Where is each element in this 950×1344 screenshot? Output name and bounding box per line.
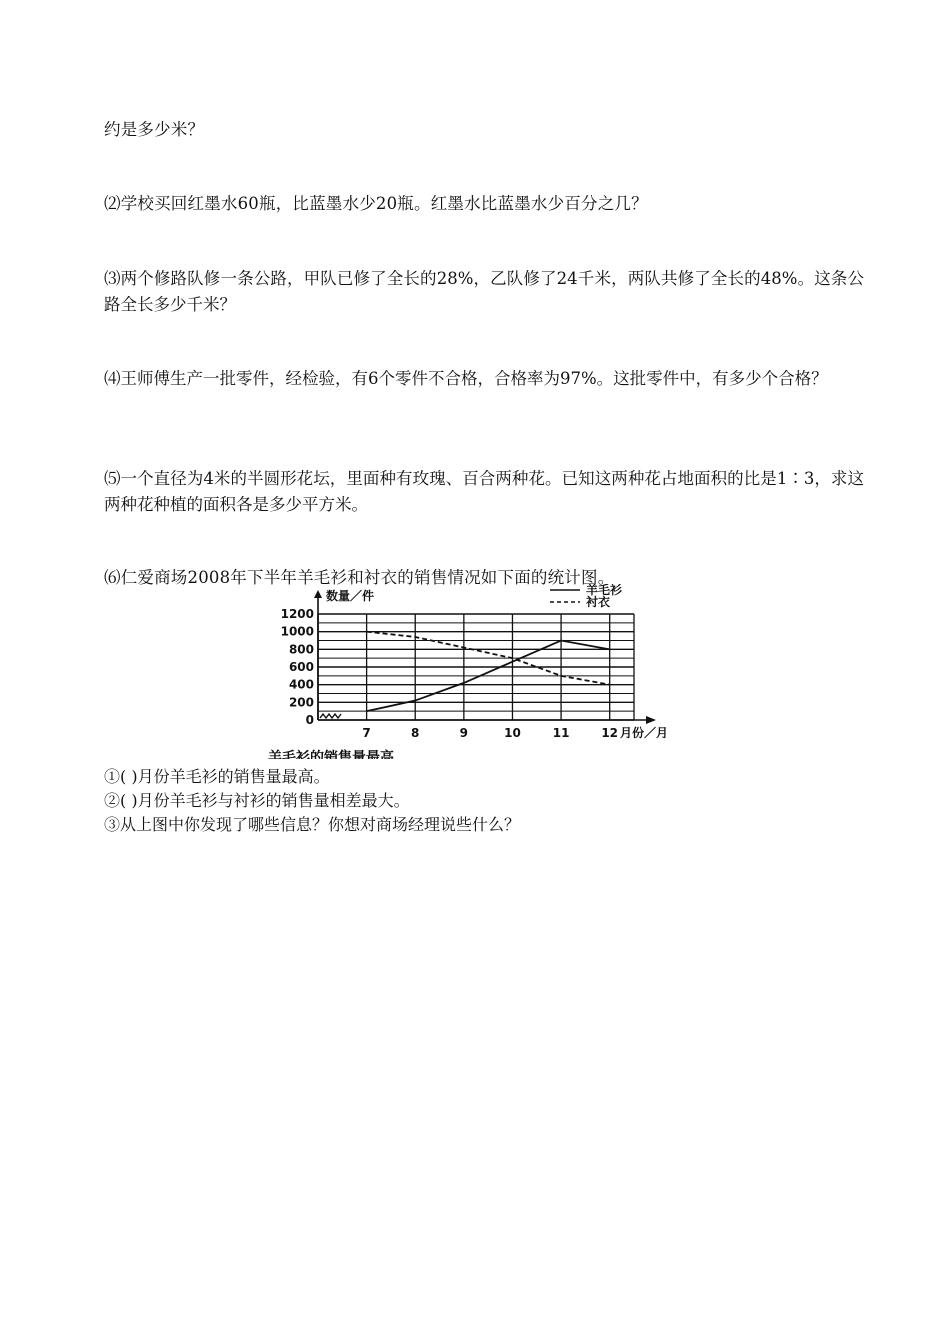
x-tick-labels: [362, 726, 618, 740]
question-1: ①( )月份羊毛衫的销售量最高。: [104, 767, 330, 786]
problem-3: ⑶两个修路队修一条公路，甲队已修了全长的28%，乙队修了24千米，两队共修了全长的48%。这条公路全长多少千米？: [104, 269, 864, 314]
sales-line-chart: [268, 584, 688, 759]
chart-caption-cut: 羊毛衫的销售量最高: [268, 750, 394, 759]
y-tick-label: 400: [288, 677, 314, 692]
x-tick-label: 10: [504, 726, 521, 740]
x-tick-label: 9: [459, 726, 469, 740]
y-axis-label: 数量／件: [326, 589, 375, 603]
x-axis-arrow: [646, 716, 656, 724]
x-tick-label: 11: [552, 726, 570, 740]
x-tick-label: 7: [362, 726, 371, 740]
y-tick-label: 800: [288, 642, 314, 657]
y-tick-label: 600: [288, 660, 314, 674]
problem-5: ⑸一个直径为4米的半圆形花坛，里面种有玫瑰、百合两种花。已知这两种花占地面积的比是1∶3，求这两种花种植的面积各是多少平方米。: [104, 469, 864, 514]
chart-grid: [318, 614, 634, 720]
chart-svg: [268, 584, 688, 759]
x-tick-label: 12: [601, 726, 619, 740]
problem-1-tail: 约是多少米？: [104, 120, 205, 139]
y-tick-label: 1200: [280, 607, 314, 621]
legend-label: 羊毛衫: [586, 584, 623, 597]
y-tick-label: 0: [305, 713, 314, 727]
question-3: ③从上图中你发现了哪些信息？你想对商场经理说些什么？: [104, 815, 521, 834]
series-lines: [367, 632, 610, 712]
chart-axes: [314, 590, 656, 724]
y-tick-labels: [281, 607, 314, 727]
y-tick-label: 200: [288, 695, 314, 710]
y-axis-arrow: [314, 590, 322, 598]
question-2: ②( )月份羊毛衫与衬衫的销售量相差最大。: [104, 791, 410, 810]
legend-label: 衬衣: [586, 595, 611, 609]
chart-legend: [550, 584, 623, 609]
x-tick-label: 8: [411, 726, 420, 740]
problem-2: ⑵学校买回红墨水60瓶，比蓝墨水少20瓶。红墨水比蓝墨水少百分之几？: [104, 194, 648, 213]
axis-break-mark: [320, 714, 341, 718]
y-tick-label: 1000: [280, 624, 314, 639]
problem-4: ⑷王师傅生产一批零件，经检验，有6个零件不合格，合格率为97%。这批零件中，有多少个合格？: [104, 369, 828, 388]
problem-6: ⑹仁爱商场2008年下半年羊毛衫和衬衣的销售情况如下面的统计图。: [104, 568, 615, 587]
x-axis-label: 月份／月: [620, 726, 669, 740]
